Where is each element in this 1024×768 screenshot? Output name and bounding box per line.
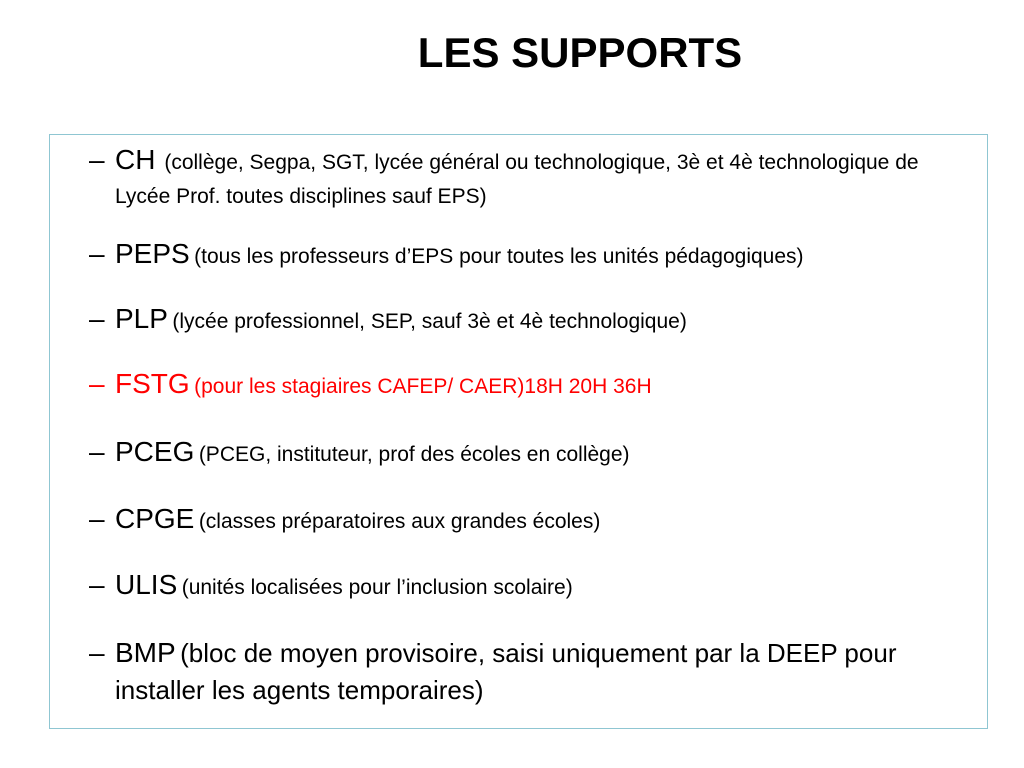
- list-item-pceg: [89, 436, 969, 473]
- dash-bullet: –: [89, 569, 105, 600]
- item-code: BMP: [115, 637, 176, 668]
- item-description: (bloc de moyen provisoire, saisi uniquement par la DEEP pour installer les agents temporaires): [115, 638, 897, 705]
- dash-bullet: –: [89, 144, 105, 175]
- dash-bullet: –: [89, 637, 105, 668]
- slide-title: LES SUPPORTS: [417, 29, 743, 76]
- dash-bullet: –: [89, 238, 105, 269]
- item-description: (unités localisées pour l’inclusion scolaire): [181, 576, 573, 599]
- item-description: (classes préparatoires aux grandes écoles): [198, 510, 601, 533]
- item-code: PLP: [115, 303, 168, 334]
- item-description: (PCEG, instituteur, prof des écoles en collège): [198, 443, 630, 466]
- list-item-fstg: [89, 368, 969, 405]
- item-description: (pour les stagiaires CAFEP/ CAER)18H 20H 36H: [194, 375, 652, 398]
- item-code: FSTG: [115, 368, 190, 399]
- item-code: CPGE: [115, 503, 195, 534]
- item-code: PEPS: [115, 238, 190, 269]
- item-code: ULIS: [115, 569, 178, 600]
- list-item-ch: [89, 144, 969, 215]
- dash-bullet: –: [89, 503, 105, 534]
- item-code: PCEG: [115, 436, 195, 467]
- list-item-cpge: [89, 503, 969, 540]
- list-item-plp: [89, 303, 969, 340]
- item-description: (collège, Segpa, SGT, lycée général ou technologique, 3è et 4è technologique de Lycée Prof. toutes disciplines sauf EPS): [115, 151, 919, 208]
- dash-bullet: –: [89, 436, 105, 467]
- list-item-peps: [89, 238, 969, 275]
- item-description: (tous les professeurs d’EPS pour toutes les unités pédagogiques): [194, 245, 804, 268]
- list-item-ulis: [89, 569, 969, 606]
- list-item-bmp: [89, 637, 969, 711]
- item-code: CH: [115, 144, 156, 175]
- item-description: (lycée professionnel, SEP, sauf 3è et 4è technologique): [172, 310, 687, 333]
- dash-bullet: –: [89, 368, 105, 399]
- dash-bullet: –: [89, 303, 105, 334]
